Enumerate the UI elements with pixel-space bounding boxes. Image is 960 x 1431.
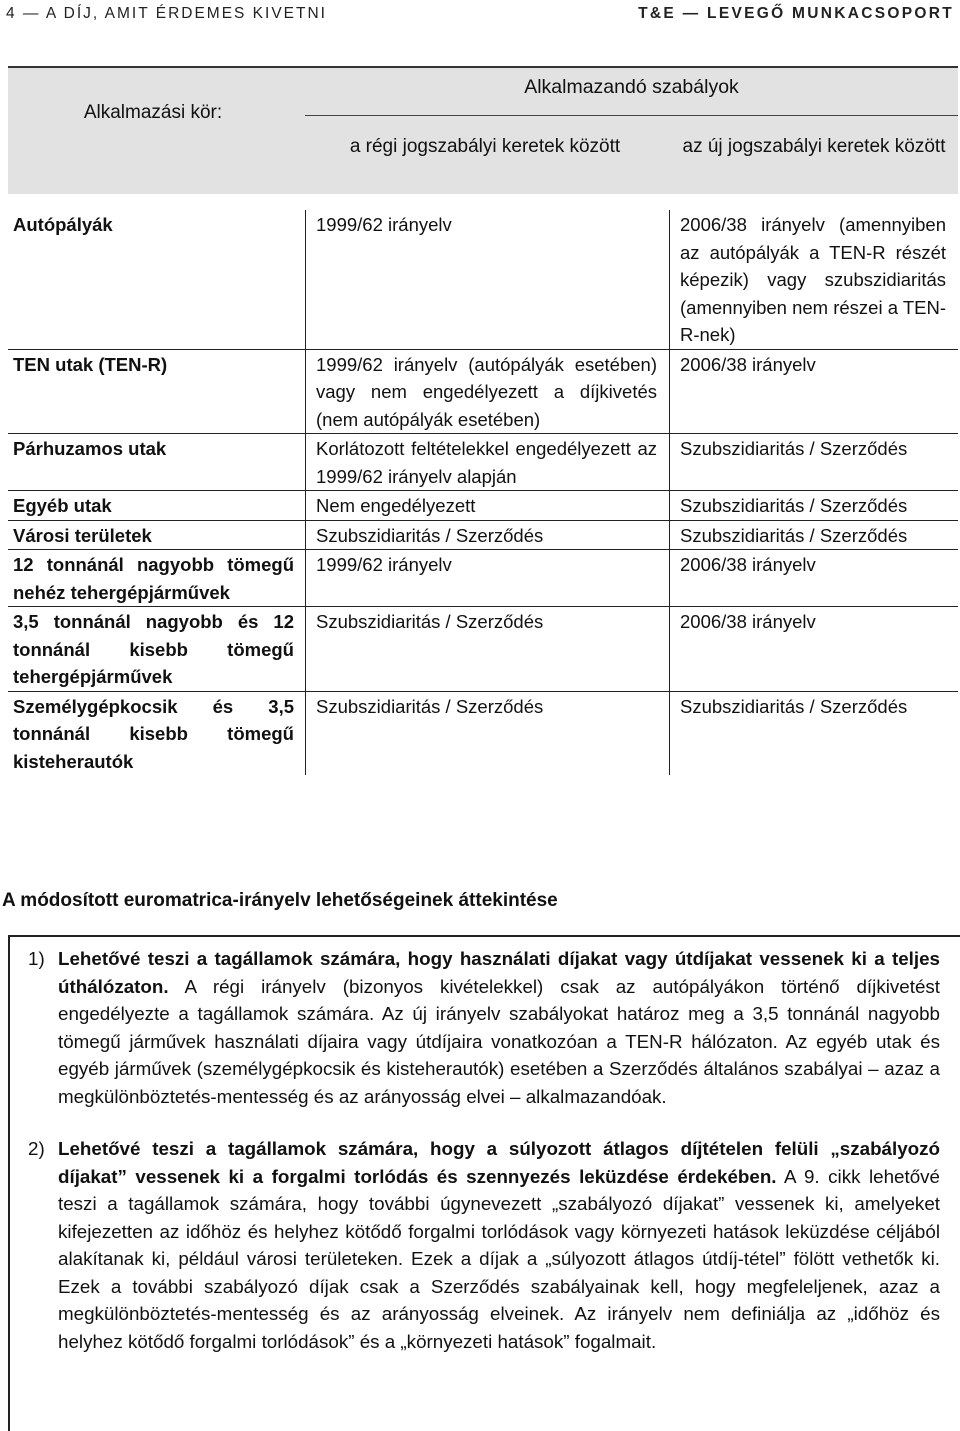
item-number: 1): [28, 948, 45, 969]
new-rules-cell: Szubszidiaritás / Szerződés: [669, 434, 958, 490]
page-header-title: 4 — A DÍJ, AMIT ÉRDEMES KIVETNI: [6, 5, 327, 22]
old-rules-cell: Szubszidiaritás / Szerződés: [305, 521, 669, 550]
table-row: [8, 520, 958, 550]
new-rules-cell: Szubszidiaritás / Szerződés: [669, 692, 958, 776]
item-number: 2): [28, 1138, 45, 1159]
overview-box: [8, 935, 960, 1431]
scope-cell: TEN utak (TEN-R): [13, 353, 168, 375]
scope-cell: Személygépkocsik és 3,5 tonnánál kisebb tömegű kisteherautók: [13, 695, 294, 772]
rules-group-header: Alkalmazandó szabályok: [524, 76, 739, 98]
scope-cell: Autópályák: [13, 214, 113, 235]
table-row: [8, 490, 958, 520]
scope-cell: 12 tonnánál nagyobb tömegű nehéz tehergépjárművek: [13, 554, 294, 603]
old-rules-cell: Szubszidiaritás / Szerződés: [305, 692, 669, 776]
table-row: [8, 433, 958, 490]
table-row: [8, 210, 958, 349]
old-rules-cell: Nem engedélyezett: [305, 491, 669, 520]
table-row: [8, 549, 958, 606]
running-header: [6, 5, 954, 25]
old-rules-cell: Szubszidiaritás / Szerződés: [305, 607, 669, 691]
item-body: A 9. cikk lehetővé teszi a tagállamok számára, hogy további úgynevezett „szabályozó díjakat” vessenek ki, amelyeket kifejezetten az időhöz és helyhez kötődő forgalmi torlódások vagy környezeti hatások leküzdése céljából alakítanak ki, például városi területeken. Ezek a díjak a „súlyozott átlagos útdíj-tétel” fölött vethetők ki. Ezek a további szabályozó díjak csak a Szerződés szabályainak kell, hogy megfeleljenek, azaz a megkülönböztetés-mentesség és az arányosság elveinek. Az irányelv nem definiálja az „időhöz és helyhez kötődő forgalmi torlódások” és a „környezeti hatások” fogalmait.: [58, 1165, 941, 1352]
scope-cell: 3,5 tonnánál nagyobb és 12 tonnánál kisebb tömegű tehergépjárművek: [13, 611, 294, 687]
new-rules-cell: 2006/38 irányelv (amennyiben az autópályák a TEN-R részét képezik) vagy szubszidiaritás (amennyiben nem részei a TEN-R-nek): [669, 210, 958, 349]
overview-item: [28, 1135, 940, 1355]
new-rules-cell: Szubszidiaritás / Szerződés: [669, 521, 958, 550]
old-rules-cell: Korlátozott feltételekkel engedélyezett az 1999/62 irányelv alapján: [305, 434, 669, 490]
table-row: [8, 691, 958, 776]
scope-cell: Városi területek: [13, 524, 152, 546]
scope-cell: Egyéb utak: [13, 495, 112, 516]
new-rules-cell: 2006/38 irányelv: [669, 350, 958, 434]
table-row: [8, 349, 958, 434]
header-divider: [305, 115, 958, 116]
old-rules-cell: 1999/62 irányelv: [305, 210, 669, 349]
page-header-org: T&E — LEVEGŐ MUNKACSOPORT: [638, 5, 954, 22]
section-title: A módosított euromatrica-irányelv lehetőségeinek áttekintése: [2, 890, 558, 911]
old-rules-cell: 1999/62 irányelv (autópályák esetében) vagy nem engedélyezett a díjkivetés (nem autópályák esetében): [305, 350, 669, 434]
table-row: [8, 606, 958, 691]
item-lead: Lehetővé teszi a tagállamok számára, hogy használati díjakat vagy útdíjakat vessenek ki a teljes úthálózaton.: [58, 948, 940, 997]
scope-column-header: Alkalmazási kör:: [83, 102, 223, 123]
new-rules-cell: Szubszidiaritás / Szerződés: [669, 491, 958, 520]
overview-item: [28, 945, 940, 1110]
table-body: [8, 210, 958, 775]
item-lead: Lehetővé teszi a tagállamok számára, hogy a súlyozott átlagos díjtételen felüli „szabályozó díjakat” vessenek ki a forgalmi torlódás és szennyezés leküzdése érdekében.: [58, 1138, 940, 1187]
new-rules-cell: 2006/38 irányelv: [669, 550, 958, 606]
new-rules-cell: 2006/38 irányelv: [669, 607, 958, 691]
old-rules-column-header: a régi jogszabályi keretek között: [349, 136, 621, 157]
scope-cell: Párhuzamos utak: [13, 438, 167, 459]
item-body: A régi irányelv (bizonyos kivételekkel) csak az autópályákon történő díjkivetést engedélyezte a tagállamok számára. Az új irányelv szabályokat határoz meg a 3,5 tonnánál nagyobb tömegű járművek használati díjaira vagy útdíjaira vonatkozóan a TEN-R hálózaton. Az egyéb utak és egyéb járművek (személygépkocsik és kisteherautók) esetében a Szerződés általános szabályai – azaz a megkülönböztetés-mentesség és az arányosság elvei – alkalmazandóak.: [58, 975, 940, 1107]
table-header: [8, 66, 958, 194]
old-rules-cell: 1999/62 irányelv: [305, 550, 669, 606]
rules-table: [8, 66, 958, 775]
new-rules-column-header: az új jogszabályi keretek között: [682, 136, 946, 157]
